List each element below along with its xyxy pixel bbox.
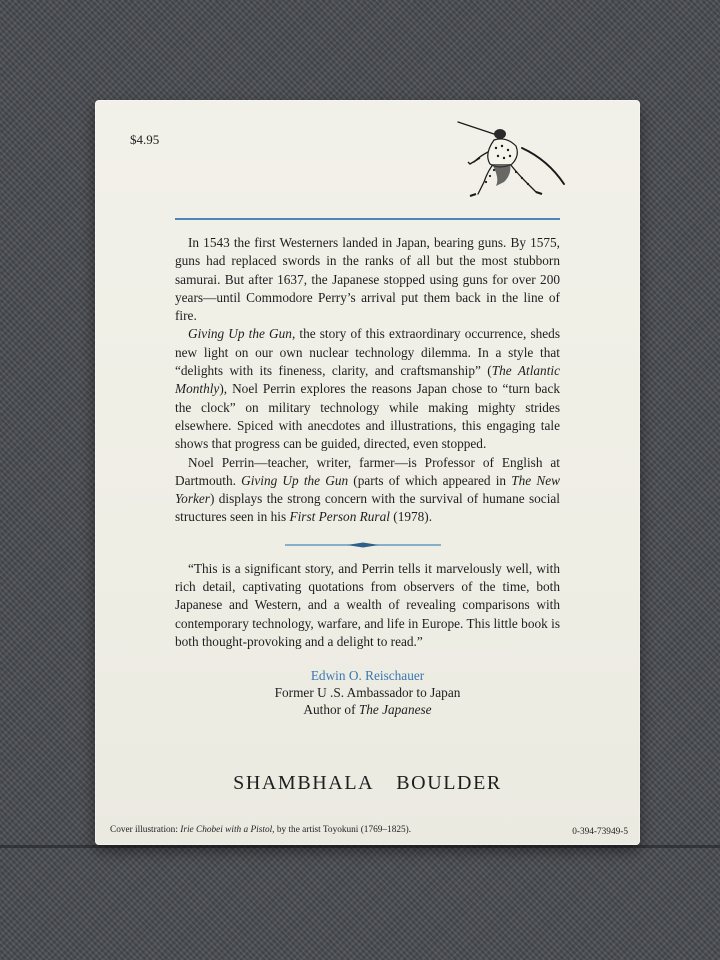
book-title: First Person Rural xyxy=(289,509,390,525)
quote-author: Edwin O. Reischauer xyxy=(310,668,425,683)
isbn-number: 0-394-73949-5 xyxy=(572,827,628,837)
description-paragraph: Giving Up the Gun, the story of this extraordinary occurrence, sheds new light on our own nuclear technology dilemma. In a style that “delights with its fineness, clarity, and craftsmanship” (The Atlantic Monthly), Noel Perrin explores the reasons Japan chose to “turn back the clock” on military technology while making mighty strides elsewhere. Spiced with anecdotes and illustrations, this engaging tale shows that progress can be guided, directed, even stopped. xyxy=(175,326,560,452)
cover-illustration-credit: Cover illustration: Irie Chobei with a Pistol, by the artist Toyokuni (1769–1825). xyxy=(110,825,412,835)
ornamental-divider xyxy=(283,540,443,550)
publisher-name: SHAMBHALA xyxy=(233,772,375,794)
description-paragraph: In 1543 the first Westerners landed in Japan, bearing guns. By 1575, guns had replaced swords in the ranks of all but the most stubborn samurai. But after 1637, the Japanese stopped using guns for over 200 years—until Commodore Perry’s arrival put them back in the line of fire. xyxy=(175,235,560,324)
publisher-imprint xyxy=(95,772,640,795)
magazine-title: The New Yorker xyxy=(175,472,560,507)
blue-divider-rule xyxy=(175,218,560,220)
description-text xyxy=(175,234,560,527)
carpet-seam xyxy=(0,845,720,848)
publisher-city: BOULDER xyxy=(396,772,502,794)
samurai-warrior-illustration xyxy=(440,112,570,204)
quote-attribution xyxy=(175,667,560,718)
source-title: The Atlantic Monthly xyxy=(175,363,560,397)
book-title: Giving Up the Gun xyxy=(188,326,292,342)
book-back-cover xyxy=(95,100,640,845)
book-title: Giving Up the Gun xyxy=(241,472,349,488)
quote-author-book: Author of The Japanese xyxy=(303,702,432,717)
quote-text: “This is a significant story, and Perrin tells it marvelously well, with rich detail, captivating quotations from observers of the time, both Japanese and Western, and a wealth of revealing comparisons with contemporary technology, warfare, and life in Europe. This little book is both thought-provoking and a delight to read.” xyxy=(175,561,560,649)
review-quote xyxy=(175,560,560,651)
quote-author-role: Former U .S. Ambassador to Japan xyxy=(274,685,461,700)
author-bio-paragraph: Noel Perrin—teacher, writer, farmer—is Professor of English at Dartmouth. Giving Up the Gun (parts of which appeared in The New Yorker) displays the strong concern with the survival of humane social structures seen in his First Person Rural (1978). xyxy=(175,454,560,525)
price-label: $4.95 xyxy=(130,132,160,147)
